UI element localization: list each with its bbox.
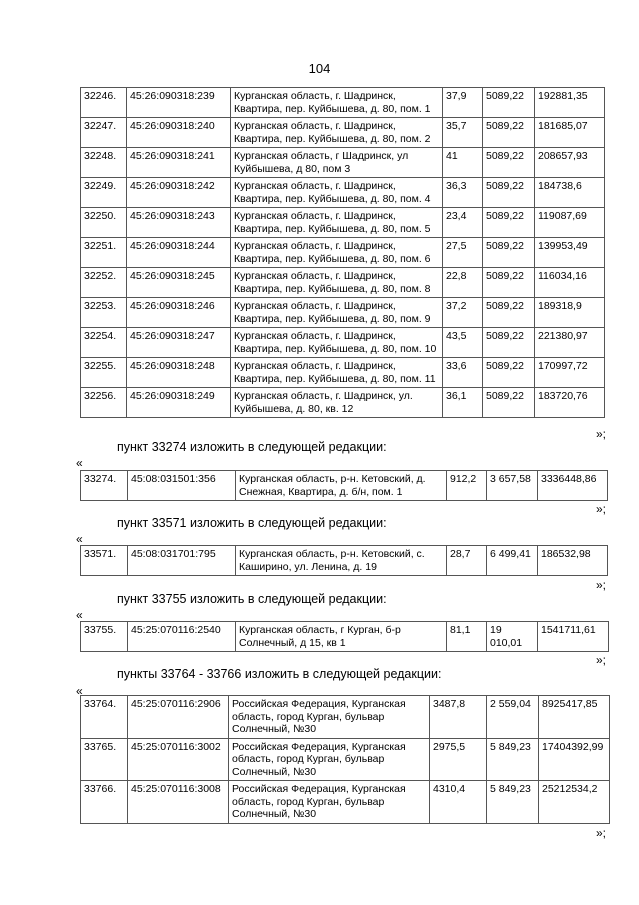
value-cell: 208657,93 — [535, 148, 605, 178]
value-cell: 116034,16 — [535, 268, 605, 298]
address-cell: Курганская область, г. Шадринск, Квартира, пер. Куйбышева, д. 80, пом. 4 — [231, 178, 443, 208]
cadastral-number-cell: 45:26:090318:241 — [127, 148, 231, 178]
address-cell: Курганская область, г Шадринск, ул Куйбышева, д 80, пом 3 — [231, 148, 443, 178]
area-cell: 37,2 — [443, 298, 483, 328]
table-row — [81, 238, 605, 268]
table-row — [81, 328, 605, 358]
table-row — [81, 738, 610, 781]
cadastral-table — [80, 87, 605, 418]
table-row — [81, 208, 605, 238]
cadastral-number-cell: 45:26:090318:246 — [127, 298, 231, 328]
value-cell: 221380,97 — [535, 328, 605, 358]
address-cell: Российская Федерация, Курганская область, город Курган, бульвар Солнечный, №30 — [229, 696, 430, 739]
table-row — [81, 88, 605, 118]
row-number-cell: 32251. — [81, 238, 127, 268]
area-cell: 36,1 — [443, 388, 483, 418]
cadastral-number-cell: 45:26:090318:244 — [127, 238, 231, 268]
area-cell: 2975,5 — [430, 738, 487, 781]
price-cell: 3 657,58 — [487, 471, 538, 501]
table-row — [81, 622, 609, 652]
area-cell: 41 — [443, 148, 483, 178]
price-cell: 5089,22 — [483, 298, 535, 328]
cadastral-number-cell: 45:26:090318:248 — [127, 358, 231, 388]
cadastral-number-cell: 45:26:090318:247 — [127, 328, 231, 358]
address-cell: Курганская область, р-н. Кетовский, с. Каширино, ул. Ленина, д. 19 — [236, 546, 447, 576]
row-number-cell: 33764. — [81, 696, 128, 739]
value-cell: 189318,9 — [535, 298, 605, 328]
cadastral-number-cell: 45:08:031501:356 — [128, 471, 236, 501]
address-cell: Курганская область, г. Шадринск, Квартира, пер. Куйбышева, д. 80, пом. 6 — [231, 238, 443, 268]
cadastral-table — [80, 621, 609, 652]
cadastral-number-cell: 45:25:070116:2906 — [128, 696, 229, 739]
address-cell: Курганская область, г Курган, б-р Солнечный, д 15, кв 1 — [236, 622, 447, 652]
instruction-text: пункт 33755 изложить в следующей редакции: — [117, 592, 387, 606]
row-number-cell: 32256. — [81, 388, 127, 418]
area-cell: 27,5 — [443, 238, 483, 268]
table-row — [81, 178, 605, 208]
price-cell: 5089,22 — [483, 238, 535, 268]
cadastral-table — [80, 470, 608, 501]
cadastral-table — [80, 695, 610, 824]
table-row — [81, 471, 608, 501]
opening-quote: « — [76, 456, 83, 470]
instruction-text: пункт 33274 изложить в следующей редакции: — [117, 440, 387, 454]
cadastral-number-cell: 45:26:090318:245 — [127, 268, 231, 298]
price-cell: 5 849,23 — [487, 781, 539, 824]
price-cell: 5089,22 — [483, 388, 535, 418]
value-cell: 181685,07 — [535, 118, 605, 148]
row-number-cell: 32249. — [81, 178, 127, 208]
area-cell: 912,2 — [447, 471, 487, 501]
row-number-cell: 33766. — [81, 781, 128, 824]
price-cell: 5089,22 — [483, 88, 535, 118]
area-cell: 22,8 — [443, 268, 483, 298]
area-cell: 81,1 — [447, 622, 487, 652]
table-row — [81, 388, 605, 418]
area-cell: 35,7 — [443, 118, 483, 148]
address-cell: Российская Федерация, Курганская область, город Курган, бульвар Солнечный, №30 — [229, 738, 430, 781]
cadastral-number-cell: 45:26:090318:240 — [127, 118, 231, 148]
table-row — [81, 118, 605, 148]
row-number-cell: 33765. — [81, 738, 128, 781]
cadastral-number-cell: 45:26:090318:249 — [127, 388, 231, 418]
price-cell: 5089,22 — [483, 178, 535, 208]
address-cell: Курганская область, г. Шадринск, Квартира, пер. Куйбышева, д. 80, пом. 9 — [231, 298, 443, 328]
value-cell: 184738,6 — [535, 178, 605, 208]
row-number-cell: 32250. — [81, 208, 127, 238]
area-cell: 37,9 — [443, 88, 483, 118]
price-cell: 5089,22 — [483, 148, 535, 178]
value-cell: 25212534,2 — [539, 781, 610, 824]
cadastral-number-cell: 45:08:031701:795 — [128, 546, 236, 576]
table-row — [81, 148, 605, 178]
value-cell: 183720,76 — [535, 388, 605, 418]
area-cell: 33,6 — [443, 358, 483, 388]
price-cell: 5089,22 — [483, 268, 535, 298]
address-cell: Курганская область, г. Шадринск, Квартира, пер. Куйбышева, д. 80, пом. 5 — [231, 208, 443, 238]
price-cell: 5 849,23 — [487, 738, 539, 781]
table-row — [81, 298, 605, 328]
address-cell: Российская Федерация, Курганская область, город Курган, бульвар Солнечный, №30 — [229, 781, 430, 824]
address-cell: Курганская область, г. Шадринск, ул. Куйбышева, д. 80, кв. 12 — [231, 388, 443, 418]
cadastral-table — [80, 545, 608, 576]
price-cell: 19 010,01 — [487, 622, 538, 652]
address-cell: Курганская область, г. Шадринск, Квартира, пер. Куйбышева, д. 80, пом. 11 — [231, 358, 443, 388]
table-row — [81, 696, 610, 739]
cadastral-number-cell: 45:26:090318:243 — [127, 208, 231, 238]
row-number-cell: 32247. — [81, 118, 127, 148]
table-row — [81, 781, 610, 824]
price-cell: 5089,22 — [483, 208, 535, 238]
closing-quote: »; — [596, 826, 607, 840]
price-cell: 5089,22 — [483, 328, 535, 358]
row-number-cell: 32252. — [81, 268, 127, 298]
address-cell: Курганская область, г. Шадринск, Квартира, пер. Куйбышева, д. 80, пом. 10 — [231, 328, 443, 358]
value-cell: 8925417,85 — [539, 696, 610, 739]
address-cell: Курганская область, р-н. Кетовский, д. Снежная, Квартира, д. б/н, пом. 1 — [236, 471, 447, 501]
row-number-cell: 32248. — [81, 148, 127, 178]
table-row — [81, 546, 608, 576]
cadastral-number-cell: 45:25:070116:3008 — [128, 781, 229, 824]
address-cell: Курганская область, г. Шадринск, Квартира, пер. Куйбышева, д. 80, пом. 1 — [231, 88, 443, 118]
page-number: 104 — [308, 61, 331, 76]
cadastral-number-cell: 45:26:090318:239 — [127, 88, 231, 118]
value-cell: 119087,69 — [535, 208, 605, 238]
opening-quote: « — [76, 608, 83, 622]
value-cell: 186532,98 — [538, 546, 608, 576]
cadastral-number-cell: 45:25:070116:3002 — [128, 738, 229, 781]
value-cell: 17404392,99 — [539, 738, 610, 781]
instruction-text: пункты 33764 - 33766 изложить в следующей редакции: — [117, 667, 442, 681]
area-cell: 4310,4 — [430, 781, 487, 824]
value-cell: 170997,72 — [535, 358, 605, 388]
closing-quote: »; — [596, 653, 607, 667]
cadastral-number-cell: 45:25:070116:2540 — [128, 622, 236, 652]
row-number-cell: 32255. — [81, 358, 127, 388]
opening-quote: « — [76, 532, 83, 546]
row-number-cell: 32246. — [81, 88, 127, 118]
price-cell: 2 559,04 — [487, 696, 539, 739]
closing-quote: »; — [596, 502, 607, 516]
cadastral-number-cell: 45:26:090318:242 — [127, 178, 231, 208]
value-cell: 3336448,86 — [538, 471, 608, 501]
area-cell: 36,3 — [443, 178, 483, 208]
value-cell: 192881,35 — [535, 88, 605, 118]
row-number-cell: 33571. — [81, 546, 128, 576]
area-cell: 43,5 — [443, 328, 483, 358]
closing-quote: »; — [596, 578, 607, 592]
row-number-cell: 32253. — [81, 298, 127, 328]
price-cell: 6 499,41 — [487, 546, 538, 576]
area-cell: 3487,8 — [430, 696, 487, 739]
address-cell: Курганская область, г. Шадринск, Квартира, пер. Куйбышева, д. 80, пом. 8 — [231, 268, 443, 298]
address-cell: Курганская область, г. Шадринск, Квартира, пер. Куйбышева, д. 80, пом. 2 — [231, 118, 443, 148]
instruction-text: пункт 33571 изложить в следующей редакции: — [117, 516, 387, 530]
value-cell: 139953,49 — [535, 238, 605, 268]
row-number-cell: 33755. — [81, 622, 128, 652]
value-cell: 1541711,61 — [538, 622, 609, 652]
area-cell: 23,4 — [443, 208, 483, 238]
closing-quote: »; — [596, 427, 607, 441]
table-row — [81, 268, 605, 298]
table-row — [81, 358, 605, 388]
row-number-cell: 32254. — [81, 328, 127, 358]
opening-quote: « — [76, 684, 83, 698]
area-cell: 28,7 — [447, 546, 487, 576]
row-number-cell: 33274. — [81, 471, 128, 501]
price-cell: 5089,22 — [483, 118, 535, 148]
price-cell: 5089,22 — [483, 358, 535, 388]
